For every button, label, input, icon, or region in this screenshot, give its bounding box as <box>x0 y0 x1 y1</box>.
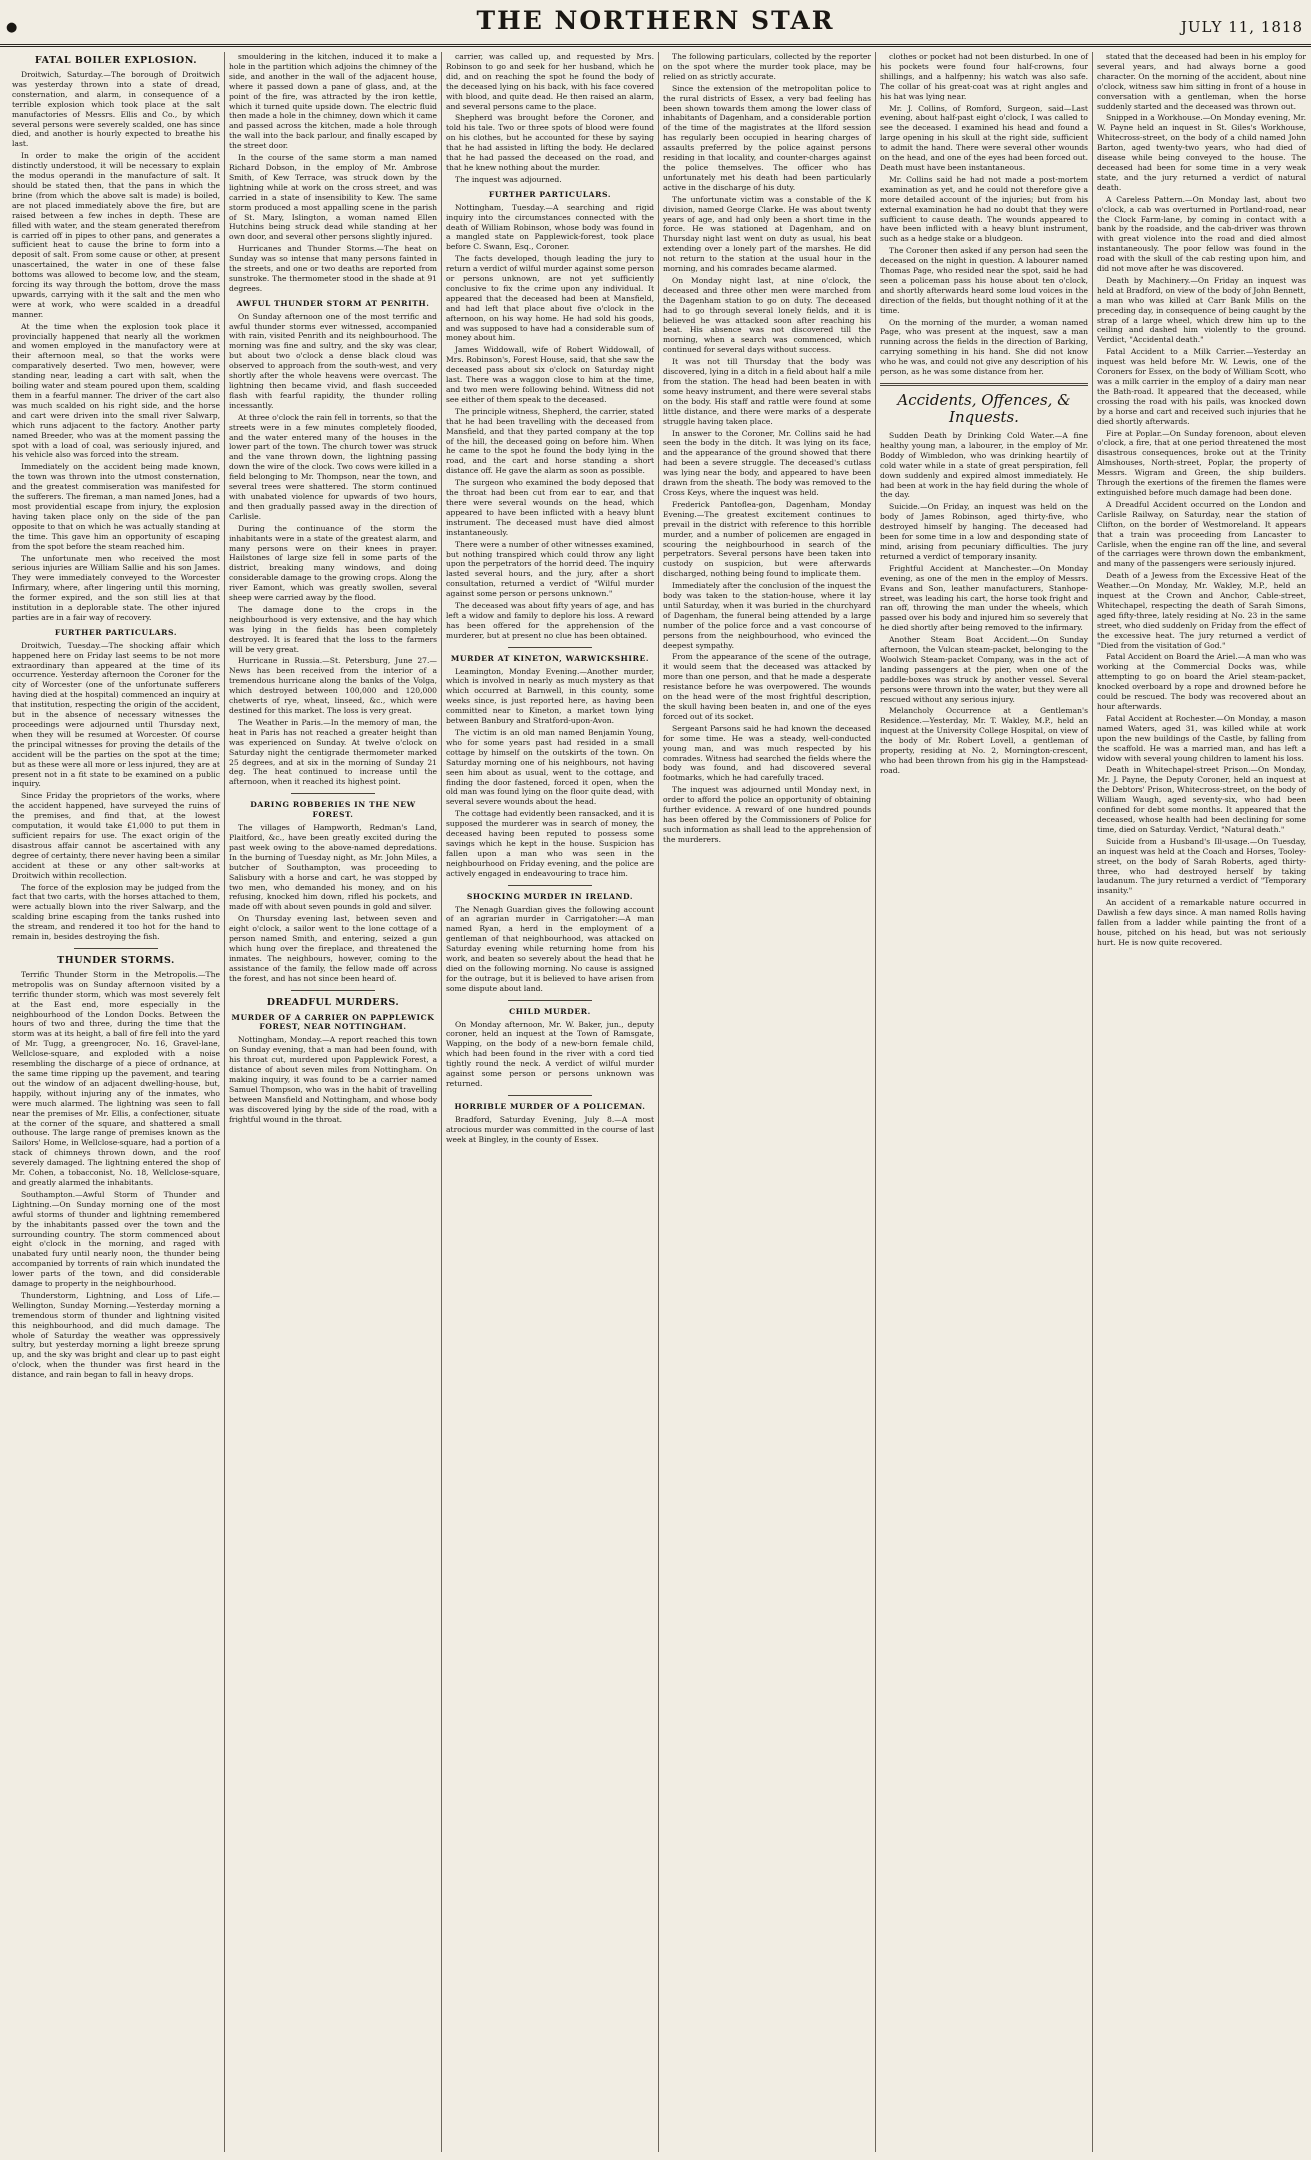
divider <box>291 793 374 794</box>
paragraph: On Sunday afternoon one of the most terrific and awful thunder storms ever witnessed, accompanied with rain, visited Penrith and its neighbourhood. The morning was fine and sultry, and the sky was clear, but about two o'clock a dense black cloud was observed to approach from the south-west, and very shortly after the whole heavens were overcast. The lightning then became vivid, and flash succeeded flash with fearful rapidity, the thunder rolling incessantly. <box>229 311 437 410</box>
headline-policeman-murder: HORRIBLE MURDER OF A POLICEMAN. <box>454 1101 646 1111</box>
paragraph: The deceased was about fifty years of age, and has left a widow and family to deplore his loss. A reward has been offered for the apprehension of the murderer, but at present no clue has been obtained. <box>446 601 654 640</box>
paragraph: Death of a Jewess from the Excessive Heat of the Weather.—On Monday, Mr. Wakley, M.P., held an inquest at the Crown and Anchor, Cable-street, Whitechapel, respecting the death of Sarah Simons, aged fifty-three, lately residing at No. 23 in the same street, who died suddenly on Friday from the effect of the excessive heat. The jury returned a verdict of "Died from the visitation of God." <box>1097 571 1306 650</box>
paragraph: Death by Machinery.—On Friday an inquest was held at Bradford, on view of the body of John Bennett, a man who was killed at Carr Bank Mills on the preceding day, in consequence of being caught by the strap of a large wheel, which drew him up to the ceiling and dashed him violently to the ground. Verdict, "Accidental death." <box>1097 275 1306 345</box>
paragraph: A Dreadful Accident occurred on the London and Carlisle Railway, on Saturday, near the station of Clifton, on the border of Westmoreland. It appears that a train was proceeding from Lancaster to Carlisle, when the engine ran off the line, and several of the carriages were thrown down the embankment, and many of the passengers were seriously injured. <box>1097 499 1306 569</box>
paragraph: An accident of a remarkable nature occurred in Dawlish a few days since. A man named Rolls having fallen from a ladder while painting the front of a house, pitched on his head, but was not seriously hurt. He is now quite recovered. <box>1097 898 1306 947</box>
subheading: FURTHER PARTICULARS. <box>488 189 612 199</box>
paragraph: The following particulars, collected by the reporter on the spot where the murder took place, may be relied on as strictly accurate. <box>663 52 871 81</box>
paragraph: Southampton.—Awful Storm of Thunder and Lightning.—On Sunday morning one of the most awful storms of thunder and lightning remembered by the inhabitants passed over the town and the surrounding country. The storm commenced about eight o'clock in the morning, and raged with unabated fury until nearly noon, the thunder being accompanied by torrents of rain which inundated the lower parts of the town, and did considerable damage to property in the neighbourhood. <box>12 1189 220 1289</box>
paragraph: There were a number of other witnesses examined, but nothing transpired which could throw any light upon the perpetrators of the horrid deed. The inquiry lasted several hours, and the jury, after a short consultation, returned a verdict of "Wilful murder against some person or persons unknown." <box>446 539 654 599</box>
paragraph: The inquest was adjourned until Monday next, in order to afford the police an opportunity of obtaining further evidence. A reward of one hundred pounds has been offered by the Commissioners of Police for such information as shall lead to the apprehension of the murderers. <box>663 785 871 844</box>
paragraph: Frightful Accident at Manchester.—On Monday evening, as one of the men in the employ of Messrs. Evans and Son, leather manufacturers, Stanhope-street, was leading his cart, the horse took fright and ran off, throwing the man under the wheels, which passed over his body and injured him so severely that he died shortly after being removed to the infirmary. <box>880 563 1088 633</box>
subheading: FURTHER PARTICULARS. <box>54 627 178 637</box>
paragraph: clothes or pocket had not been disturbed. In one of his pockets were found four half-crowns, four shillings, and a halfpenny; his watch was also safe. The collar of his great-coat was at right angles and his hat was lying near. <box>880 52 1088 101</box>
paragraph: At three o'clock the rain fell in torrents, so that the streets were in a few minutes completely flooded, and the water entered many of the houses in the lower part of the town. The church tower was struck and the vane thrown down, the lightning passing down the wire of the clock. Two cows were killed in a field belonging to Mr. Thompson, near the town, and several trees were shattered. The storm continued with unabated violence for upwards of two hours, and then gradually passed away in the direction of Carlisle. <box>229 412 437 521</box>
paragraph: The surgeon who examined the body deposed that the throat had been cut from ear to ear, and that there were several wounds on the head, which appeared to have been inflicted with a heavy blunt instrument. The deceased must have died almost instantaneously. <box>446 478 654 537</box>
paragraph: On Monday afternoon, Mr. W. Baker, jun., deputy coroner, held an inquest at the Town of Ramsgate, Wapping, on the body of a new-born female child, which had been found in the river with a cord tied tightly round the neck. A verdict of wilful murder against some person or persons unknown was returned. <box>446 1019 654 1088</box>
paragraph: Leamington, Monday Evening.—Another murder, which is involved in nearly as much mystery as that which occurred at Barnwell, in this county, some weeks since, is just reported here, as having been committed near to Kineton, a market town lying between Banbury and Stratford-upon-Avon. <box>446 666 654 726</box>
paragraph: Since Friday the proprietors of the works, where the accident happened, have surveyed the ruins of the premises, and find that, at the lowest computation, it would take £1,000 to put them in sufficient repairs for use. The exact origin of the disastrous affair cannot be ascertained with any degree of certainty, there never having been a similar accident at these or any other salt-works at Droitwich within recollection. <box>12 791 220 880</box>
section-divider <box>880 383 1088 386</box>
headline-ireland-murder: SHOCKING MURDER IN IRELAND. <box>466 891 634 901</box>
paragraph: Immediately after the conclusion of the inquest the body was taken to the station-house, where it lay until Saturday, when it was buried in the churchyard of Dagenham, the funeral being attended by a large number of the police force and a vast concourse of persons from the neighbourhood, who evinced the deepest sympathy. <box>663 581 871 650</box>
column-4 <box>659 52 876 2152</box>
paragraph: The Weather in Paris.—In the memory of man, the heat in Paris has not reached a greater height than was experienced on Sunday. At twelve o'clock on Saturday night the centigrade thermometer marked 25 degrees, and at six in the morning of Sunday 21 deg. The heat continued to increase until the afternoon, when it reached its highest point. <box>229 717 437 787</box>
headline-kineton-murder: MURDER AT KINETON, WARWICKSHIRE. <box>450 653 650 663</box>
paragraph: The Coroner then asked if any person had seen the deceased on the night in question. A labourer named Thomas Page, who resided near the spot, said he had seen a policeman pass his house about ten o'clock, and shortly afterwards heard some loud voices in the direction of the fields, but thought nothing of it at the time. <box>880 246 1088 315</box>
paragraph: The principle witness, Shepherd, the carrier, stated that he had been travelling with the deceased from Mansfield, and that they parted company at the top of the hill, the deceased going on before him. When he came to the spot he found the body lying in the road, and the cart and horse standing a short distance off. He gave the alarm as soon as possible. <box>446 406 655 476</box>
paragraph: In answer to the Coroner, Mr. Collins said he had seen the body in the ditch. It was lying on its face, and the appearance of the ground showed that there had been a severe struggle. The deceased's cutlass was lying near the body, and appeared to have been drawn from the sheath. The body was removed to the Cross Keys, where the inquest was held. <box>663 428 871 497</box>
paragraph: Immediately on the accident being made known, the town was thrown into the utmost consternation, and the greatest commiseration was manifested for the sufferers. The fireman, a man named Jones, had a most providential escape from injury, the explosion having taken place only on the side of the pan opposite to that on which he was actually standing at the time. This gave him an opportunity of escaping from the spot before the steam reached him. <box>12 462 220 551</box>
paragraph: The victim is an old man named Benjamin Young, who for some years past had resided in a small cottage by himself on the outskirts of the town. On Saturday morning one of his neighbours, not having seen him about as usual, went to the cottage, and finding the door fastened, forced it open, when the old man was found lying on the floor quite dead, with several severe wounds about the head. <box>446 728 654 807</box>
paragraph: carrier, was called up, and requested by Mrs. Robinson to go and seek for her husband, which he did, and on reaching the spot he found the body of the deceased lying on his back, with his face covered with blood, and quite dead. He then raised an alarm, and several persons came to the place. <box>446 52 654 111</box>
paragraph: Hurricane in Russia.—St. Petersburg, June 27.—News has been received from the interior of a tremendous hurricane along the banks of the Volga, which destroyed between 100,000 and 120,000 chetwerts of rye, wheat, linseed, &c., which were destined for this market. The loss is very great. <box>229 656 437 715</box>
paragraph: The unfortunate victim was a constable of the K division, named George Clarke. He was about twenty years of age, and had only been a short time in the force. He was stationed at Dagenham, and on Thursday night last went on duty as usual, his beat extending over a lonely part of the marshes. He did not return to the station at the usual hour in the morning, and his comrades became alarmed. <box>663 194 871 274</box>
newspaper-title: THE NORTHERN STAR <box>476 6 835 35</box>
paragraph: Droitwich, Saturday.—The borough of Droitwich was yesterday thrown into a state of dread, consternation, and alarm, in consequence of a terrible explosion which took place at the salt manufactories of Messrs. Ellis and Co., by which several persons were severely scalded, one has since died, and another is hourly expected to breathe his last. <box>12 70 220 149</box>
paragraph: Fatal Accident at Rochester.—On Monday, a mason named Waters, aged 31, was killed while at work upon the new buildings of the Castle, by falling from the scaffold. He was a married man, and has left a widow with several young children to lament his loss. <box>1097 713 1306 763</box>
subheading: MURDER OF A CARRIER ON PAPPLEWICK FOREST, NEAR NOTTINGHAM. <box>231 1012 435 1032</box>
paragraph: Bradford, Saturday Evening, July 8.—A most atrocious murder was committed in the course of last week at Bingley, in the county of Essex. <box>446 1114 654 1144</box>
paragraph: Droitwich, Tuesday.—The shocking affair which happened here on Friday last seems to be not more extraordinary than appeared at the time of its occurrence. Yesterday afternoon the Coroner for the city of Worcester (one of the unfortunate sufferers having died at the hospital) commenced an inquiry at that institution, respecting the origin of the accident, but in the absence of necessary witnesses the proceedings were adjourned until Thursday next, when they will be resumed at Worcester. Of course the principal witnesses for proving the details of the accident will be the parties on the spot at the time; but as these were all more or less injured, they are at present not in a fit state to be examined on a public inquiry. <box>12 640 220 789</box>
paragraph: Terrific Thunder Storm in the Metropolis.—The metropolis was on Sunday afternoon visited by a terrific thunder storm, which was most severely felt at the East end, more especially in the neighbourhood of the London Docks. Between the hours of two and three, during the time that the storm was at its height, a ball of fire fell into the yard of Mr. Tugg, a greengrocer, No. 16, Gravel-lane, Wellclose-square, and exploded with a noise resembling the discharge of a piece of ordnance, at the same time ripping up the pavement, and tearing out the window of an adjacent dwelling-house, but, happily, without injuring any of the inmates, who were much alarmed. The lightning was seen to fall near the premises of Mr. Ellis, a confectioner, situate at the corner of the square, and shattered a small outhouse. The large range of premises known as the Sailors' Home, in Wellclose-square, had a portion of a stack of chimneys thrown down, and the roof severely damaged. The lightning entered the shop of Mr. Cohen, a tobacconist, No. 18, Wellclose-square, and greatly alarmed the inhabitants. <box>12 969 220 1187</box>
paragraph: Death in Whitechapel-street Prison.—On Monday, Mr. J. Payne, the Deputy Coroner, held an inquest at the Debtors' Prison, Whitecross-street, on the body of William Waugh, aged seventy-six, who had been confined for debt some months. It appeared that the deceased, whose health had been declining for some time, died on Saturday. Verdict, "Natural death." <box>1097 765 1306 834</box>
paragraph: Hurricanes and Thunder Storms.—The heat on Sunday was so intense that many persons fainted in the streets, and one or two deaths are reported from sunstroke. The thermometer stood in the shade at 91 degrees. <box>229 244 437 293</box>
paragraph: Nottingham, Monday.—A report reached this town on Sunday evening, that a man had been found, with his throat cut, murdered upon Papplewick Forest, a distance of about seven miles from Nottingham. On making inquiry, it was found to be a carrier named Samuel Thompson, who was in the habit of travelling between Mansfield and Nottingham, and whose body was discovered lying by the side of the road, with a frightful wound in the throat. <box>229 1035 437 1124</box>
paragraph: It was not till Thursday that the body was discovered, lying in a ditch in a field about half a mile from the station. The head had been beaten in with some heavy instrument, and there were several stabs on the body. His staff and rattle were found at some little distance, and there were marks of a desperate struggle having taken place. <box>663 357 871 426</box>
paragraph: Suicide from a Husband's Ill-usage.—On Tuesday, an inquest was held at the Coach and Horses, Tooley-street, on the body of Sarah Roberts, aged thirty-three, who had destroyed herself by taking laudanum. The jury returned a verdict of "Temporary insanity." <box>1097 836 1306 896</box>
column-5 <box>876 52 1093 2152</box>
paragraph: Sudden Death by Drinking Cold Water.—A fine healthy young man, a labourer, in the employ of Mr. Boddy of Wimbledon, who was drinking heartily of cold water while in a state of great perspiration, fell down suddenly and expired almost immediately. He had been at work in the hay field during the whole of the day. <box>880 431 1088 500</box>
paragraph: The force of the explosion may be judged from the fact that two carts, with the horses attached to them, were actually blown into the river Salwarp, and the scalding brine escaping from the tanks rushed into the stream, and rendered it too hot for the hand to remain in, besides destroying the fish. <box>12 882 220 942</box>
paragraph: Since the extension of the metropolitan police to the rural districts of Essex, a very bad feeling has been shown towards them among the lower class of inhabitants of Dagenham, and a considerable portion of the time of the magistrates at the Ilford session has regularly been occupied in hearing charges of assaults preferred by the police against persons residing in that locality, and counter-charges against the police themselves. The officer who has unfortunately met his death had been particularly active in the discharge of his duty. <box>663 83 871 192</box>
divider <box>508 1000 591 1001</box>
paragraph: Nottingham, Tuesday.—A searching and rigid inquiry into the circumstances connected with the death of William Robinson, whose body was found in a mangled state on Papplewick-forest, took place before C. Swann, Esq., Coroner. <box>446 202 654 252</box>
paragraph: From the appearance of the scene of the outrage, it would seem that the deceased was attacked by more than one person, and that he made a desperate resistance before he was overpowered. The wounds on the head were of the most frightful description, the skull having been beaten in, and one of the eyes forced out of its socket. <box>663 652 871 721</box>
divider <box>508 1095 591 1096</box>
divider <box>74 948 157 949</box>
paragraph: Snipped in a Workhouse.—On Monday evening, Mr. W. Payne held an inquest in St. Giles's Workhouse, Whitecross-street, on the body of a child named John Barton, aged twenty-two years, who had died of disease while being conveyed to the house. The deceased had been for some time in a very weak state, and the jury returned a verdict of natural death. <box>1097 113 1306 192</box>
issue-date: JULY 11, 1818 <box>1180 18 1303 36</box>
paragraph: Another Steam Boat Accident.—On Sunday afternoon, the Vulcan steam-packet, belonging to the Woolwich Steam-packet Company, was in the act of landing passengers at the pier, when one of the paddle-boxes was struck by another vessel. Several persons were thrown into the water, but they were all rescued without any serious injury. <box>880 635 1088 704</box>
column-2 <box>225 52 442 2152</box>
headline-new-forest-robberies: DARING ROBBERIES IN THE NEW FOREST. <box>250 800 416 820</box>
paragraph: The cottage had evidently been ransacked, and it is supposed the murderer was in search of money, the deceased having been reputed to possess some savings which he kept in the house. Suspicion has fallen upon a man who was seen in the neighbourhood on Friday evening, and the police are actively engaged in endeavouring to trace him. <box>446 809 654 878</box>
paragraph: Mr. J. Collins, of Romford, Surgeon, said—Last evening, about half-past eight o'clock, I was called to see the deceased. I examined his head and found a large opening in his skull at the right side, sufficient to admit the hand. There were several other wounds on the head, and one of the eyes had been forced out. Death must have been instantaneous. <box>880 103 1088 172</box>
divider <box>508 647 591 648</box>
headline-boiler-explosion: FATAL BOILER EXPLOSION. <box>34 55 198 66</box>
paragraph: Fire at Poplar.—On Sunday forenoon, about eleven o'clock, a fire, that at one period threatened the most disastrous consequences, broke out at the Trinity Almshouses, North-street, Poplar, the property of Messrs. Wigram and Green, the ship builders. Through the exertions of the firemen the flames were extinguished before much damage had been done. <box>1097 428 1306 497</box>
divider <box>291 990 374 991</box>
paragraph: Shepherd was brought before the Coroner, and told his tale. Two or three spots of blood were found on his clothes, but he accounted for these by saying that he had assisted in lifting the body. He declared that he had passed the deceased on the road, and that he knew nothing about the murder. <box>446 113 654 172</box>
subheading: AWFUL THUNDER STORM AT PENRITH. <box>236 298 430 308</box>
paragraph: Sergeant Parsons said he had known the deceased for some time. He was a steady, well-conducted young man, and was much respected by his comrades. Witness had searched the fields where the body was found, and had discovered several footmarks, which he had carefully traced. <box>663 723 871 783</box>
paragraph: In the course of the same storm a man named Richard Dobson, in the employ of Mr. Ambrose Smith, of Kew Terrace, was struck down by the lightning while at work on the cross street, and was carried in a state of insensibility to Kew. The same storm produced a most appalling scene in the parish of St. Mary, Islington, a woman named Ellen Hutchins being struck dead while standing at her own door, and several other persons slightly injured. <box>229 153 437 242</box>
paragraph: The villages of Hampworth, Redman's Land, Plaitford, &c., have been greatly excited during the past week owing to the above-named depredations. In the burning of Tuesday night, as Mr. John Miles, a butcher of Southampton, was proceeding to Salisbury with a horse and cart, he was stopped by two men, who demanded his money, and on his refusing, knocked him down, rifled his pockets, and made off with about seven pounds in gold and silver. <box>229 823 437 912</box>
paragraph: Thunderstorm, Lightning, and Loss of Life.—Wellington, Sunday Morning.—Yesterday morning a tremendous storm of thunder and lightning visited this neighbourhood, and did much damage. The whole of Saturday the weather was oppressively sultry, but yesterday morning a light breeze sprung up, and the sky was bright and clear up to past eight o'clock, when the thunder was first heard in the distance, and rain began to fall in heavy drops. <box>12 1290 220 1380</box>
divider <box>508 885 591 886</box>
article-columns <box>8 52 1308 2152</box>
paragraph: The inquest was adjourned. <box>455 174 562 184</box>
column-1 <box>8 52 225 2152</box>
paragraph: Melancholy Occurrence at a Gentleman's Residence.—Yesterday, Mr. T. Wakley, M.P., held an inquest at the University College Hospital, on view of the body of Mr. Robert Lovell, a gentleman of property, residing at No. 2, Mornington-crescent, who had been thrown from his gig in the Hampstead-road. <box>880 706 1088 775</box>
paragraph: The damage done to the crops in the neighbourhood is very extensive, and the hay which was lying in the fields has been completely destroyed. It is feared that the loss to the farmers will be very great. <box>229 604 437 654</box>
folio-mark: ● <box>6 20 18 35</box>
paragraph: smouldering in the kitchen, induced it to make a hole in the partition which adjoins the chimney of the side, and another in the wall of the adjacent house, where it passed down a pane of glass, and, at the point of the fire, was attracted by the iron kettle, which it turned quite upside down. The electric fluid then made a hole in the chimney, down which it came and passed across the kitchen, made a hole through the wall into the back parlour, and finally escaped by the street door. <box>229 52 437 151</box>
column-3 <box>442 52 659 2152</box>
headline-thunder-storms: THUNDER STORMS. <box>57 954 175 966</box>
paragraph: Fatal Accident to a Milk Carrier.—Yesterday an inquest was held before Mr. W. Lewis, one of the Coroners for Essex, on the body of William Scott, who was a milk carrier in the employ of a dairy man near the Bath-road. It appeared that the deceased, while crossing the road with his pails, was knocked down by a horse and cart and received such injuries that he died shortly afterwards. <box>1097 347 1306 426</box>
paragraph: During the continuance of the storm the inhabitants were in a state of the greatest alarm, and many persons were on their knees in prayer. Hailstones of large size fell in some parts of the district, breaking many windows, and doing considerable damage to the growing crops. Along the river Eamont, which was greatly swollen, several sheep were carried away by the flood. <box>229 523 437 603</box>
paragraph: In order to make the origin of the accident distinctly understood, it will be necessary to explain the modus operandi in the manufacture of salt. It should be stated then, that the pans in which the brine (from which the above salt is made) is boiled, are not placed immediately above the fire, but are raised between a few inches in depth. These are filled with water, and the steam generated therefrom is carried off in pipes to other pans, and generates a sufficient heat to cause the brine to form into a deposit of salt. From some cause or other, at present unascertained, the water in one of these false bottoms was allowed to become low, and the steam, forcing its way through the bottom, drove the mass upwards, carrying with it the salt and the men who were at work, who were scalded in a dreadful manner. <box>12 151 220 319</box>
column-6 <box>1093 52 1310 2152</box>
headline-dreadful-murders: DREADFUL MURDERS. <box>266 996 400 1008</box>
headline-child-murder: CHILD MURDER. <box>509 1006 591 1016</box>
paragraph: On Thursday evening last, between seven and eight o'clock, a sailor went to the lone cottage of a person named Smith, and entering, seized a gun which hung over the fireplace, and threatened the inmates. The neighbours, however, coming to the assistance of the family, the fellow made off across the forest, and has not since been heard of. <box>229 914 437 983</box>
paragraph: Fatal Accident on Board the Ariel.—A man who was working at the Commercial Docks was, while attempting to go on board the Ariel steam-packet, knocked overboard by a rope and drowned before he could be rescued. The body was recovered about an hour afterwards. <box>1097 652 1306 711</box>
paragraph: James Widdowall, wife of Robert Widdowall, of Mrs. Robinson's, Forest House, said, that she saw the deceased pass about six o'clock on Saturday night last. There was a waggon close to him at the time, and two men were following behind. Witness did not see either of them speak to the deceased. <box>446 345 654 404</box>
paragraph: The facts developed, though leading the jury to return a verdict of wilful murder against some person or persons unknown, are not yet sufficiently conclusive to fix the crime upon any individual. It appeared that the deceased had been at Mansfield, and had left that place about five o'clock in the afternoon, on his way home. He had sold his goods, and was supposed to have had a considerable sum of money about him. <box>446 254 654 343</box>
masthead <box>0 0 1311 47</box>
paragraph: On the morning of the murder, a woman named Page, who was present at the inquest, saw a man running across the fields in the direction of Barking, carrying something in his hand. She did not know who he was, and could not give any description of his person, as he was some distance from her. <box>880 317 1088 377</box>
paragraph: On Monday night last, at nine o'clock, the deceased and three other men were marched from the Dagenham station to go on duty. The deceased had to go through several lonely fields, and it is believed he was attacked soon after reaching his beat. His absence was not discovered till the morning, when a search was commenced, which continued for several days without success. <box>663 275 871 355</box>
paragraph: stated that the deceased had been in his employ for several years, and had always borne a good character. On the morning of the accident, about nine o'clock, witness saw him sitting in front of a house in conversation with a gentleman, when the horse suddenly started and the deceased was thrown out. <box>1097 52 1306 111</box>
paragraph: Suicide.—On Friday, an inquest was held on the body of James Robinson, aged thirty-five, who destroyed himself by hanging. The deceased had been for some time in a low and desponding state of mind, arising from pecuniary difficulties. The jury returned a verdict of temporary insanity. <box>880 502 1088 561</box>
paragraph: The Nenagh Guardian gives the following account of an agrarian murder in Carrigatoher:—A man named Ryan, a herd in the employment of a gentleman of that neighbourhood, was attacked on Saturday evening while returning home from his work, and beaten so severely about the head that he died on the following morning. No cause is assigned for the outrage, but it is believed to have arisen from some dispute about land. <box>446 904 654 993</box>
paragraph: The unfortunate men who received the most serious injuries are William Sallie and his son James. They were immediately conveyed to the Worcester Infirmary, where, after lingering until this morning, the former expired, and the son still lies at that institution in a deplorable state. The other injured parties are in a fair way of recovery. <box>12 553 220 622</box>
section-heading-accidents: Accidents, Offences, & Inquests. <box>897 391 1071 426</box>
paragraph: Frederick Pantoflea-gon, Dagenham, Monday Evening.—The greatest excitement continues to prevail in the district with reference to this horrible murder, and a number of policemen are engaged in scouring the neighbourhood in search of the perpetrators. Several persons have been taken into custody on suspicion, but were afterwards discharged, nothing being found to implicate them. <box>663 499 871 579</box>
paragraph: At the time when the explosion took place it provincially happened that nearly all the workmen and women employed in the manufactory were at their afternoon meal, so that the works were comparatively deserted. Two men, however, were standing near, leading a cart with salt, when the boiling water and steam poured upon them, scalding them in a fearful manner. The driver of the cart also was much scalded on his right side, and the horse and cart were driven into the small river Salwarp, which runs adjacent to the factory. Another party named Breeder, who was at the moment passing the spot with a load of coal, was seriously injured, and his vehicle also was forced into the stream. <box>12 321 220 460</box>
paragraph: A Careless Pattern.—On Monday last, about two o'clock, a cab was overturned in Portland-road, near the Clock Farm-lane, by coming in contact with a bank by the roadside, and the cab-driver was thrown with great violence into the road and died almost instantaneously. The poor fellow was found in the road with the skull of the cab resting upon him, and did not move after he was discovered. <box>1097 194 1306 274</box>
paragraph: Mr. Collins said he had not made a post-mortem examination as yet, and he could not therefore give a more detailed account of the injuries; but from his external examination he had no doubt that they were sufficient to cause death. The wounds appeared to have been inflicted with a heavy blunt instrument, such as a hedge stake or a bludgeon. <box>880 174 1088 244</box>
